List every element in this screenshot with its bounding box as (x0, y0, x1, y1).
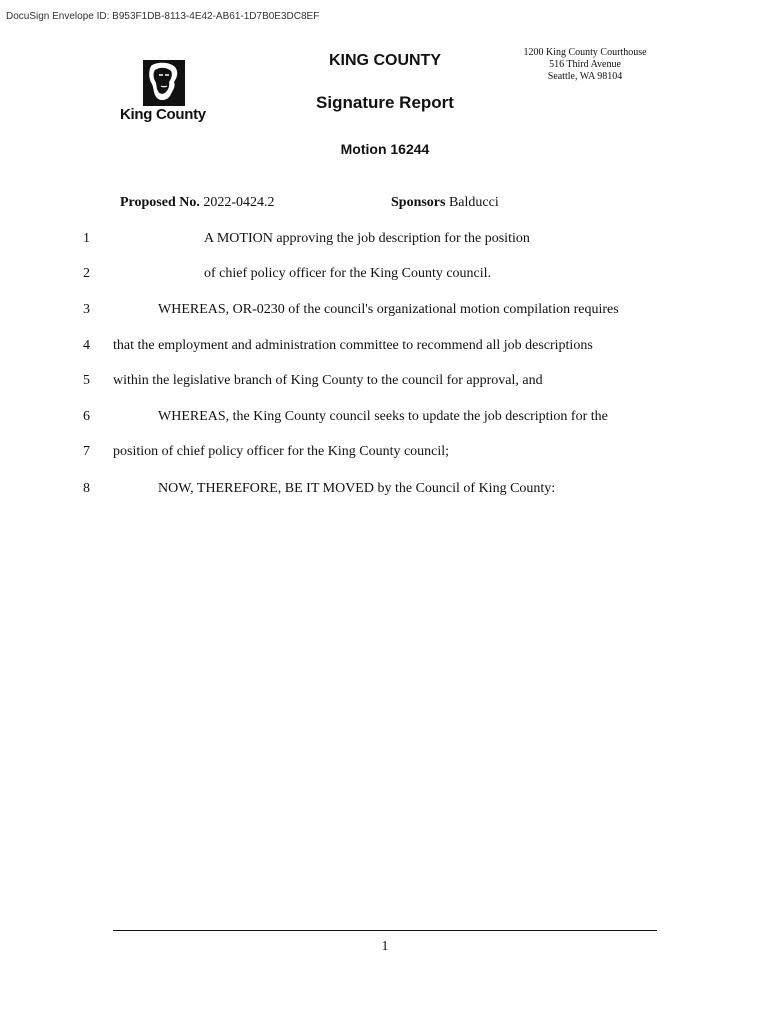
address-line: Seattle, WA 98104 (547, 71, 623, 82)
agency-name: KING COUNTY (329, 52, 441, 69)
body-line: within the legislative branch of King County to the council for approval, and (113, 373, 543, 388)
line-number: 5 (83, 373, 90, 388)
line-number: 7 (83, 444, 90, 459)
line-number: 1 (83, 231, 90, 246)
king-county-logo (118, 60, 214, 130)
sponsors-label: Sponsors (391, 195, 446, 210)
address-line: 1200 King County Courthouse (523, 47, 647, 58)
body-line: A MOTION approving the job description for the position (204, 231, 530, 246)
proposed-label: Proposed No. (120, 195, 200, 210)
line-number: 6 (83, 409, 90, 424)
line-number: 2 (83, 266, 90, 281)
address-line: 516 Third Avenue (549, 59, 621, 70)
sponsors (391, 195, 499, 211)
body-line: of chief policy officer for the King County council. (204, 266, 492, 281)
logo-text: King County (120, 106, 206, 123)
report-title: Signature Report (316, 93, 454, 112)
line-number: 3 (83, 302, 90, 317)
body-line: NOW, THEREFORE, BE IT MOVED by the Council of King County: (158, 481, 556, 496)
line-number: 4 (83, 338, 90, 353)
address-block (510, 47, 660, 83)
sponsors-value: Balducci (448, 195, 499, 210)
docusign-envelope-id: DocuSign Envelope ID: B953F1DB-8113-4E42-AB61-1D7B0E3DC8EF (6, 11, 320, 22)
line-number: 8 (83, 481, 90, 496)
footer-rule (113, 930, 657, 931)
page-number: 1 (381, 939, 389, 954)
body-line: WHEREAS, OR-0230 of the council's organizational motion compilation requires (158, 302, 619, 317)
body-line: WHEREAS, the King County council seeks to update the job description for the (158, 409, 608, 424)
body-line: that the employment and administration committee to recommend all job descriptions (113, 338, 593, 353)
body-line: position of chief policy officer for the King County council; (113, 444, 450, 459)
proposed-number (120, 195, 275, 211)
proposed-value: 2022-0424.2 (203, 195, 275, 210)
mlk-portrait-icon (143, 60, 213, 106)
motion-number: Motion 16244 (340, 141, 430, 157)
